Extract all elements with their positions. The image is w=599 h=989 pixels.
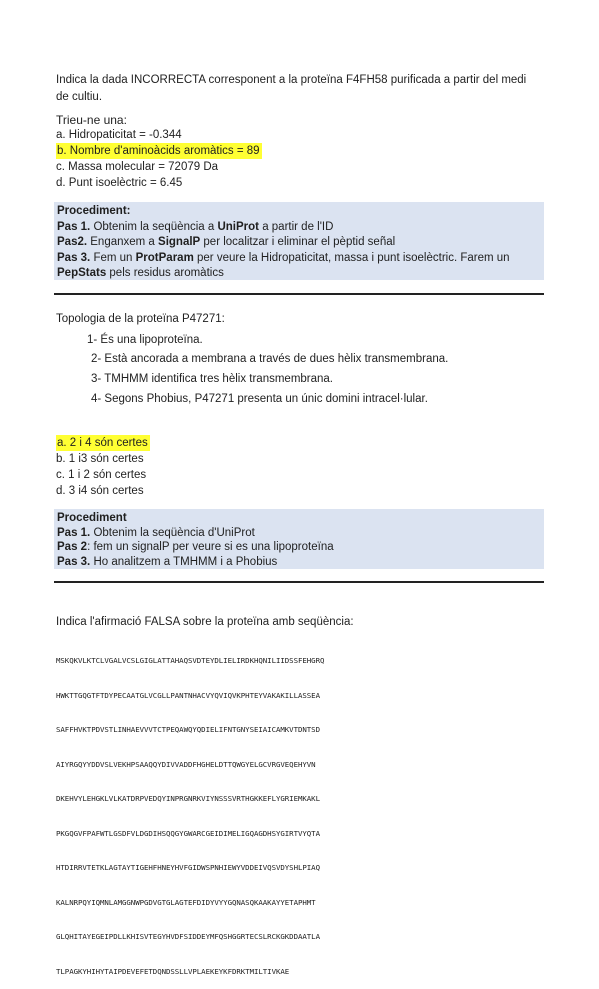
q2-option-d[interactable]: d. 3 i4 són certes: [56, 485, 144, 497]
sequence-line: TLPAGKYHIHYTAIPDEVEFETDQNDSSLLVPLAEKEYKFDRKTMILTIVKAE: [56, 966, 290, 976]
q2-step-2: Pas 2: fem un signalP per veure si es una lipoproteïna: [57, 541, 334, 553]
q3-prompt: Indica l'afirmació FALSA sobre la proteïna amb seqüència:: [56, 616, 354, 628]
q2-option-a-text: a. 2 i 4 són certes: [57, 437, 148, 449]
sequence-line: SAFFHVKTPDVSTLINHAEVVVTCTPEQAWQYQDIELIFNTGNYSEIAICAMKVTDNTSD: [56, 725, 320, 734]
q2-statement-1: 1- És una lipoproteïna.: [87, 334, 203, 346]
q2-step-3: Pas 3. Ho analitzem a TMHMM i a Phobius: [57, 555, 278, 568]
q1-step-1: Pas 1. Obtenim la seqüència a UniProt a partir de l'ID: [57, 220, 334, 233]
sequence-line: DKEHVYLEHGKLVLKATDRPVEDQYINPRGNRKVIYNSSSVRTHGKKEFLYGRIEMKAKL: [56, 794, 320, 803]
q1-option-b[interactable]: [56, 143, 262, 159]
q2-option-a[interactable]: [56, 435, 150, 451]
q2-statement-2: 2- Està ancorada a membrana a través de dues hèlix transmembrana.: [91, 353, 449, 365]
q1-option-c[interactable]: c. Massa molecular = 72079 Da: [56, 161, 219, 173]
sequence-line: KALNRPQYIQMNLAMGGNWPGDVGTGLAGTEFDIDYVYYGQNASQKAAKAYYETAPHMT: [56, 897, 316, 907]
sequence-line: HWKTTGQGTFTDYPECAATGLVCGLLPANTNHACVYQVIQVKPHTEYVAKAKILLASSEA: [56, 690, 320, 700]
sequence-line: MSKQKVLKTCLVGALVCSLGIGLATTAHAQSVDTEYDLIELIRDKHQNILIIDSSFEHGRQ: [56, 656, 325, 665]
separator-2: [54, 581, 544, 583]
q2-step-1: Pas 1. Obtenim la seqüència d'UniProt: [57, 526, 255, 539]
q2-statement-3: 3- TMHMM identifica tres hèlix transmembrana.: [91, 373, 333, 385]
sequence-line: PKGQGVFPAFWTLGSDFVLDGDIHSQQGYGWARCGEIDIMELIGQAGDHSYGIRTVYQTA: [56, 828, 320, 838]
q1-option-d[interactable]: d. Punt isoelèctric = 6.45: [56, 177, 183, 189]
sequence-line: AIYRGQYYDDVSLVEKHPSAAQQYDIVVADDFHGHELDTTQWGYELGCVRGVEQEHYVN: [56, 759, 316, 769]
q1-prompt: Indica la dada INCORRECTA corresponent a la proteïna F4FH58 purificada a partir del medi de cultiu.: [56, 74, 527, 103]
sequence-line: HTDIRRVTETKLAGTAYTIGEHFHNEYHVFGIDWSPNHIEWYVDDEIVQSVDYSHLPIAQ: [56, 863, 320, 872]
q1-procedure-box: [54, 202, 544, 280]
q1-choose-label: Trieu-ne una:: [56, 113, 127, 127]
q1-option-b-text: b. Nombre d'aminoàcids aromàtics = 89: [57, 145, 260, 157]
sequence-line: GLQHITAYEGEIPDLLKHISVTEGYHVDFSIDDEYMFQSHGGRTECSLRCKGKDDAATLA: [56, 932, 320, 941]
q1-step-3: Pas 3. Fem un ProtParam per veure la Hidropaticitat, massa i punt isoelèctric. Farem un: [57, 251, 510, 264]
q2-option-b[interactable]: b. 1 i3 són certes: [56, 453, 144, 465]
q2-statement-4: 4- Segons Phobius, P47271 presenta un únic domini intracel·lular.: [91, 393, 428, 405]
q2-option-c[interactable]: c. 1 i 2 són certes: [56, 469, 147, 481]
q2-procedure-box: [54, 509, 544, 569]
q1-procedure-title: Procediment:: [57, 205, 131, 217]
q1-step-4: PepStats pels residus aromàtics: [57, 267, 224, 279]
q2-prompt: Topologia de la proteïna P47271:: [56, 313, 225, 325]
q1-option-a[interactable]: a. Hidropaticitat = -0.344: [56, 129, 182, 141]
q1-step-2: Pas2. Enganxem a SignalP per localitzar i eliminar el pèptid señal: [57, 236, 396, 248]
q3-sequence: [56, 632, 324, 989]
q2-procedure-title: Procediment: [57, 512, 127, 524]
separator-1: [54, 293, 544, 295]
